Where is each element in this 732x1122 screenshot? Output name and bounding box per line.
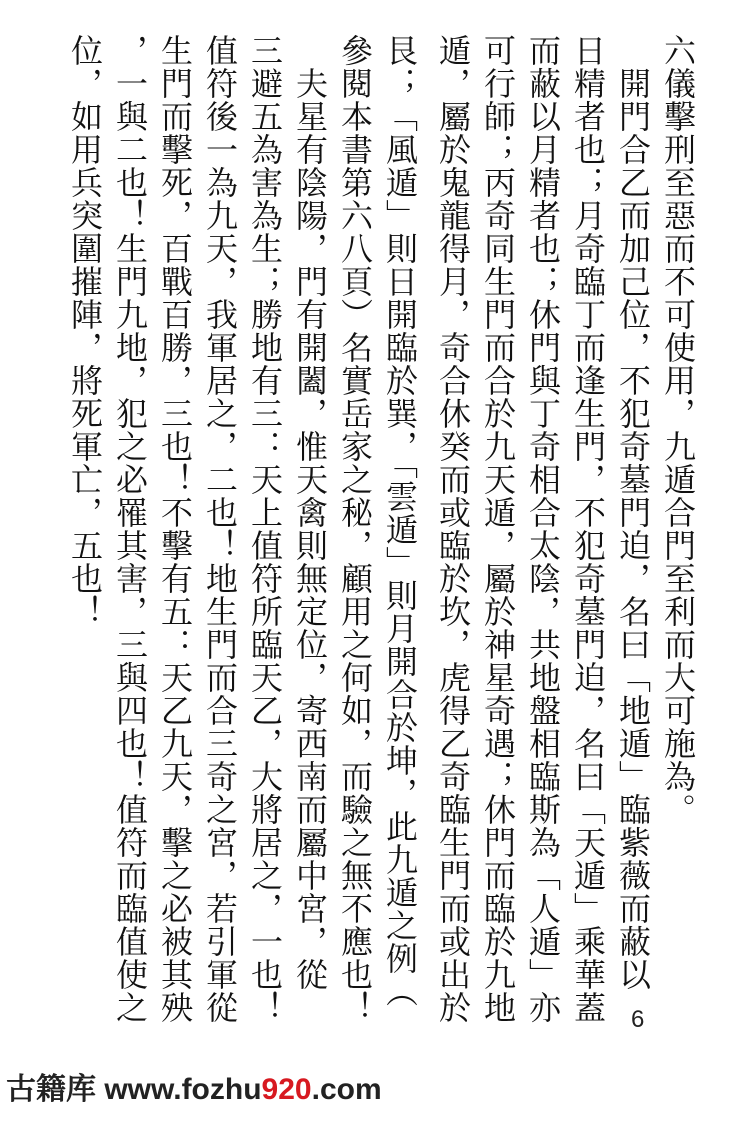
watermark-url-number: 920 <box>261 1073 312 1106</box>
text-column: 三避五為害為生；勝地有三：天上值符所臨天乙，大將居之，一也！ <box>246 34 284 1024</box>
watermark-url-suffix: .com <box>311 1073 382 1106</box>
text-column: 夫星有陰陽，門有開闔，惟天禽則無定位，寄西南而屬中宮，從 <box>291 34 329 991</box>
text-column: 位，如用兵突圍摧陣，將死軍亡，五也！ <box>66 34 104 628</box>
text-column: 開門合乙而加己位，不犯奇墓門迫，名曰「地遁」臨紫薇而蔽以 <box>614 34 652 991</box>
text-column: 遁，屬於鬼龍得月，奇合休癸而或臨於坎，虎得乙奇臨生門而或出於 <box>434 34 472 1024</box>
watermark-url-prefix: www.fozhu <box>104 1073 262 1106</box>
text-column: 六儀擊刑至惡而不可使用，九遁合門至利而大可施為。 <box>659 34 697 826</box>
page-number: 6 <box>631 1006 645 1033</box>
text-column: ，一與二也！生門九地，犯之必罹其害，三與四也！值符而臨值使之 <box>111 34 149 1024</box>
text-column: 而蔽以月精者也；休門與丁奇相合太陰，共地盤相臨斯為「人遁」亦 <box>524 34 562 1024</box>
text-column: 參閱本書第六八頁）名實岳家之秘，顧用之何如，而驗之無不應也！ <box>336 34 374 1024</box>
watermark-site-name: 古籍库 <box>6 1072 96 1107</box>
text-column: 值符後一為九天，我軍居之，二也！地生門而合三奇之宮，若引軍從 <box>201 34 239 1024</box>
text-column: 艮；「風遁」則日開臨於巽，「雲遁」則月開合於坤，此九遁之例（ <box>381 34 419 1008</box>
text-column: 生門而擊死，百戰百勝，三也！不擊有五：天乙九天，擊之必被其殃 <box>156 34 194 1024</box>
watermark <box>6 1064 382 1108</box>
text-column: 可行師；丙奇同生門而合於九天遁，屬於神星奇遇；休門而臨於九地 <box>479 34 517 1024</box>
text-column: 日精者也；月奇臨丁而逢生門，不犯奇墓門迫，名曰「天遁」乘華蓋 <box>569 34 607 1024</box>
